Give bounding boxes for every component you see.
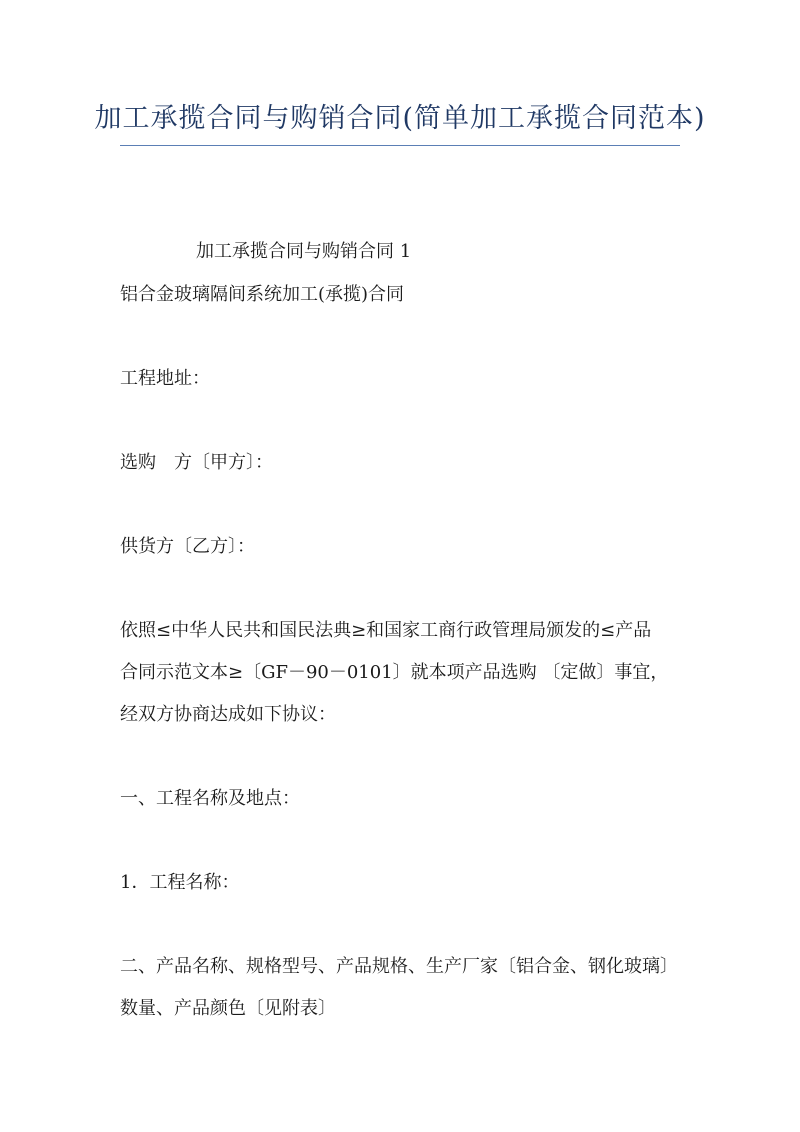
buyer-label: 选购 方〔甲方〕：: [120, 452, 273, 473]
contract-subtitle: 加工承揽合同与购销合同 1: [196, 241, 412, 262]
section-2-line-1: 二、产品名称、规格型号、产品规格、生产厂家〔铝合金、钢化玻璃〕: [120, 956, 678, 977]
project-address-label: 工程地址：: [120, 368, 210, 389]
page-title: 加工承揽合同与购销合同(简单加工承揽合同范本): [94, 103, 706, 134]
section-2-line-2: 数量、产品颜色〔见附表〕: [120, 998, 336, 1019]
section-1-heading: 一、工程名称及地点：: [120, 788, 300, 809]
intro-paragraph-line-3: 经双方协商达成如下协议：: [120, 704, 336, 725]
title-divider: [120, 145, 680, 146]
contract-name: 铝合金玻璃隔间系统加工(承揽)合同: [120, 284, 405, 305]
supplier-label: 供货方〔乙方〕：: [120, 536, 255, 557]
item-1-project-name: 1．工程名称：: [120, 872, 240, 893]
intro-paragraph-line-2: 合同示范文本≥〔GF－90－0101〕就本项产品选购 〔定做〕事宜，: [120, 662, 669, 683]
intro-paragraph-line-1: 依照≤中华人民共和国民法典≥和国家工商行政管理局颁发的≤产品: [120, 620, 652, 641]
